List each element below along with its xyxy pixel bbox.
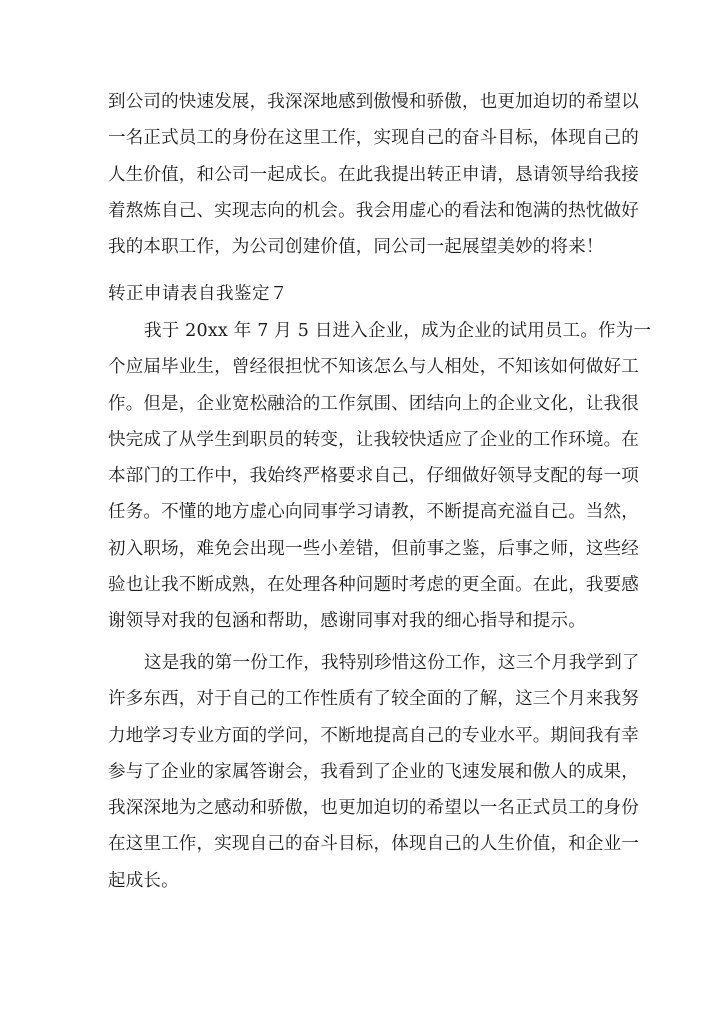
paragraph-line: 许多东西，对于自己的工作性质有了较全面的了解，这三个月来我努	[108, 689, 639, 710]
paragraph-line: 快完成了从学生到职员的转变，让我较快适应了企业的工作环境。在	[108, 429, 639, 450]
paragraph-line: 力地学习专业方面的学问，不断地提高自己的专业水平。期间我有幸	[108, 725, 639, 746]
paragraph-line: 谢领导对我的包涵和帮助，感谢同事对我的细心指导和提示。	[108, 611, 586, 632]
paragraph-line: 作。但是，企业宽松融洽的工作氛围、团结向上的企业文化，让我很	[108, 393, 639, 414]
paragraph-3	[108, 645, 640, 899]
paragraph-line: 验也让我不断成熟，在处理各种问题时考虑的更全面。在此，我要感	[108, 575, 639, 596]
paragraph-2	[108, 313, 652, 640]
paragraph-line: 着熬炼自己、实现志向的机会。我会用虚心的看法和饱满的热忱做好	[108, 200, 639, 221]
paragraph-line: 起成长。	[108, 870, 179, 891]
paragraph-line: 我深深地为之感动和骄傲，也更加迫切的希望以一名正式员工的身份	[108, 798, 639, 819]
paragraph-line: 本部门的工作中，我始终严格要求自己，仔细做好领导支配的每一项	[108, 466, 639, 487]
paragraph-1	[108, 84, 639, 265]
paragraph-line: 参与了企业的家属答谢会，我看到了企业的飞速发展和傲人的成果，	[108, 761, 639, 782]
paragraph-line: 一名正式员工的身份在这里工作，实现自己的奋斗目标，体现自己的	[108, 128, 639, 149]
paragraph-line: 我的本职工作，为公司创建价值，同公司一起展望美妙的将来！	[108, 237, 604, 258]
paragraph-line: 初入职场，难免会出现一些小差错，但前事之鉴，后事之师，这些经	[108, 538, 639, 559]
paragraph-line: 这是我的第一份工作，我特别珍惜这份工作，这三个月我学到了	[144, 653, 640, 673]
paragraph-line: 在这里工作，实现自己的奋斗目标，体现自己的人生价值，和企业一	[108, 834, 639, 855]
paragraph-line: 到公司的快速发展，我深深地感到傲慢和骄傲，也更加迫切的希望以	[108, 92, 639, 112]
paragraph-line: 人生价值，和公司一起成长。在此我提出转正申请，恳请领导给我接	[108, 164, 639, 185]
paragraph-line: 我于 20xx 年 7 月 5 日进入企业，成为企业的试用员工。作为一	[144, 321, 652, 341]
paragraph-line: 个应届毕业生，曾经很担忧不知该怎么与人相处，不知该如何做好工	[108, 357, 639, 378]
paragraph-line: 任务。不懂的地方虚心向同事学习请教，不断提高充溢自己。当然，	[108, 502, 639, 523]
section-title: 转正申请表自我鉴定７	[108, 284, 288, 304]
